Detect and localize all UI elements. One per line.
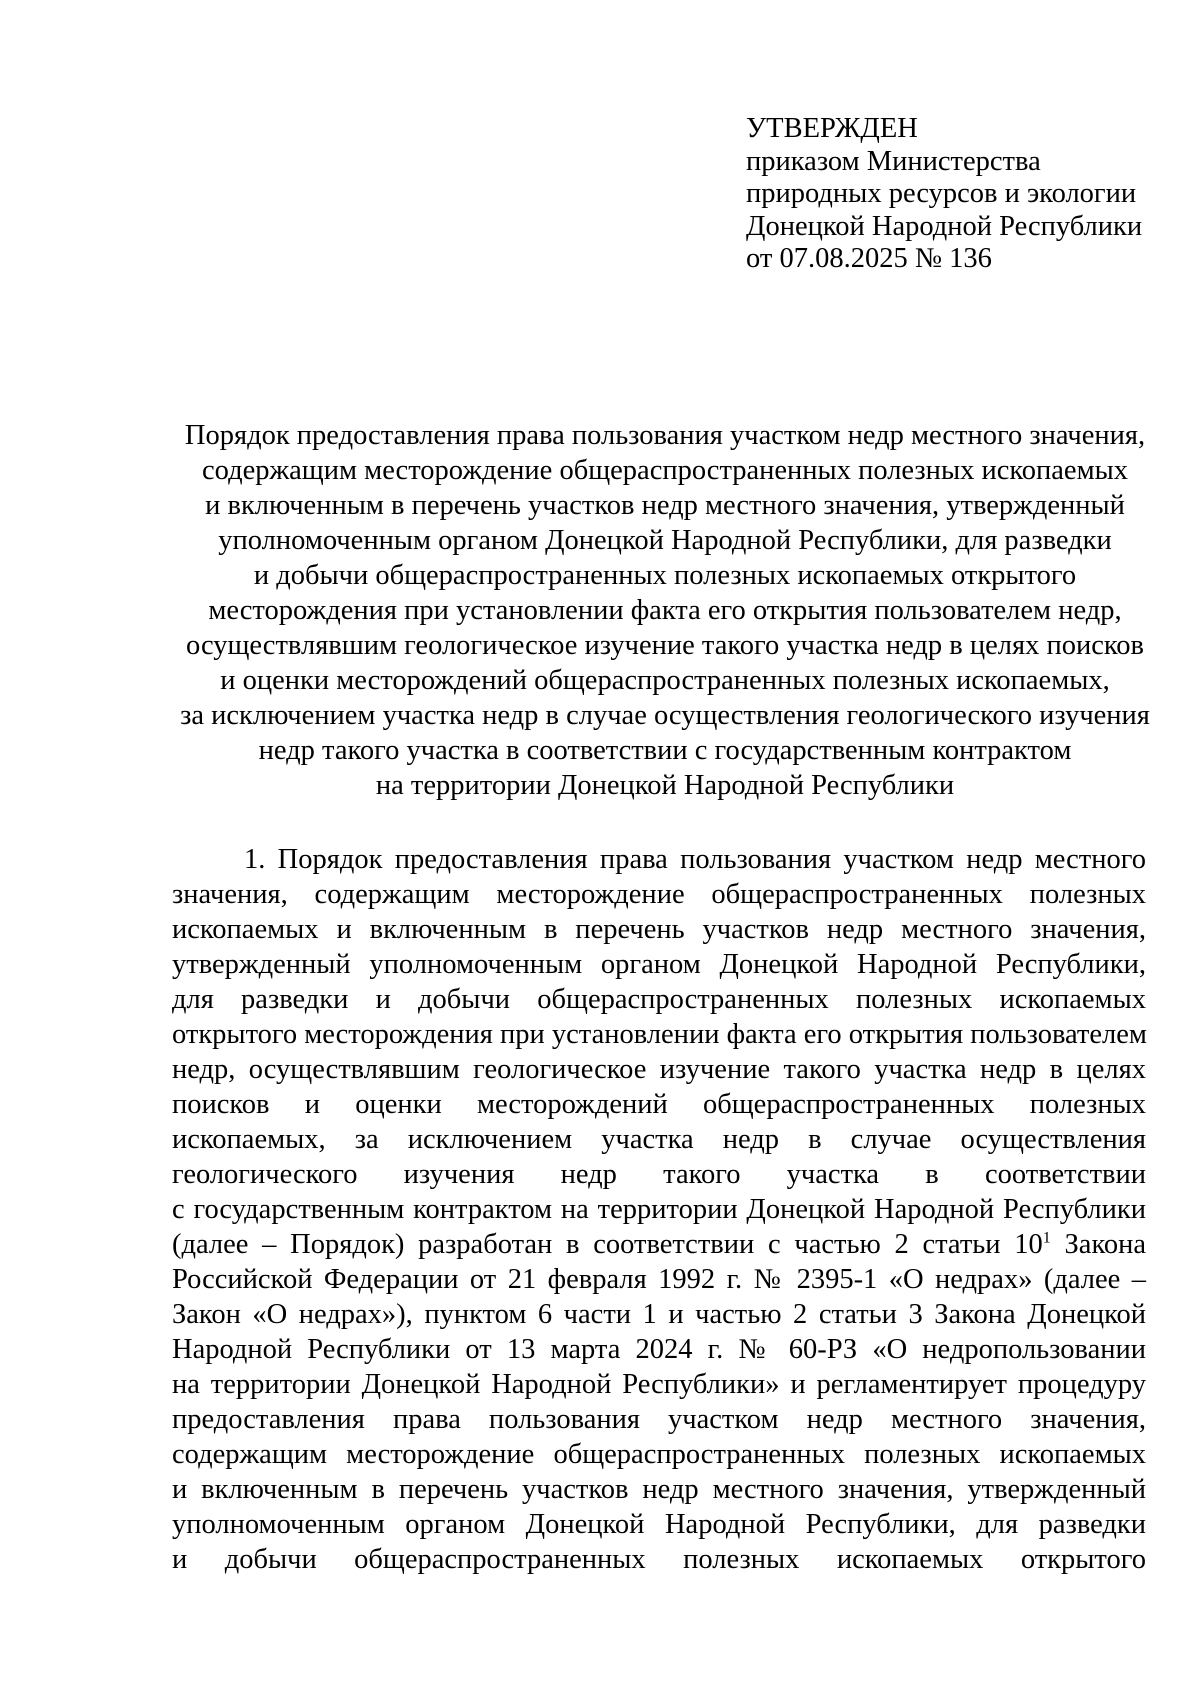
- body-line: предоставления права пользования участком недр местного значения,: [172, 1404, 1146, 1435]
- body-line: значения, содержащим месторождение общераспространенных полезных: [172, 879, 1146, 910]
- body-line: геологического изучения недр такого участка в соответствии: [172, 1159, 1146, 1190]
- paragraph-1: [172, 842, 1146, 1577]
- body-line: и включенным в перечень участков недр местного значения, утвержденный: [172, 1474, 1146, 1505]
- superscript-mark: 1: [1042, 1229, 1051, 1247]
- approval-line: Донецкой Народной Республики: [746, 210, 1143, 242]
- body-text-fragment: Закона: [1050, 1229, 1146, 1260]
- title-line: за исключением участка недр в случае осуществления геологического изучения: [180, 700, 1150, 731]
- approval-stamp: [746, 113, 1142, 276]
- body-text-fragment: (далее – Порядок) разработан в соответствии с частью 2 статьи 10: [172, 1229, 1043, 1260]
- body-line: открытого месторождения при установлении факта его открытия пользователем: [172, 1019, 1147, 1050]
- approval-line: природных ресурсов и экологии: [746, 178, 1137, 209]
- body-line: утвержденный уполномоченным органом Донецкой Народной Республики,: [172, 949, 1146, 980]
- title-line: и включенным в перечень участков недр местного значения, утвержденный: [205, 490, 1125, 521]
- approval-date-number: от 07.08.2025 № 136: [746, 243, 992, 274]
- body-line: Народной Республики от 13 марта 2024 г. № 60-РЗ «О недропользовании: [172, 1334, 1146, 1365]
- title-line: на территории Донецкой Народной Республики: [375, 770, 955, 801]
- document-title: [160, 418, 1170, 803]
- title-line: месторождения при установлении факта его открытия пользователем недр,: [208, 595, 1122, 626]
- body-line: ископаемых, за исключением участка недр в случае осуществления: [172, 1124, 1146, 1155]
- title-line: и оценки месторождений общераспространенных полезных ископаемых,: [220, 665, 1110, 696]
- body-line: недр, осуществлявшим геологическое изучение такого участка недр в целях: [172, 1054, 1146, 1085]
- body-line: с государственным контрактом на территории Донецкой Народной Республики: [172, 1194, 1146, 1225]
- title-line: уполномоченным органом Донецкой Народной Республики, для разведки: [218, 525, 1112, 556]
- body-line: и добычи общераспространенных полезных ископаемых открытого: [172, 1544, 1146, 1575]
- title-line: осуществлявшим геологическое изучение такого участка недр в целях поисков: [186, 630, 1144, 661]
- body-line: ископаемых и включенным в перечень участков недр местного значения,: [172, 914, 1146, 945]
- approval-heading: УТВЕРЖДЕН: [746, 113, 918, 144]
- body-line: Закон «О недрах»), пунктом 6 части 1 и частью 2 статьи 3 Закона Донецкой: [172, 1299, 1146, 1330]
- body-line: Российской Федерации от 21 февраля 1992 г. № 2395-1 «О недрах» (далее –: [172, 1264, 1146, 1295]
- body-line-with-superscript: [172, 1227, 1146, 1262]
- body-line: на территории Донецкой Народной Республики» и регламентирует процедуру: [172, 1369, 1146, 1400]
- body-line: для разведки и добычи общераспространенных полезных ископаемых: [172, 984, 1146, 1015]
- title-line: Порядок предоставления права пользования участком недр местного значения,: [184, 420, 1146, 451]
- body-line: 1. Порядок предоставления права пользования участком недр местного: [244, 844, 1146, 875]
- approval-line: приказом Министерства: [746, 145, 1041, 177]
- title-line: недр такого участка в соответствии с государственным контрактом: [258, 735, 1072, 766]
- title-line: и добычи общераспространенных полезных ископаемых открытого: [253, 560, 1077, 591]
- body-line: поисков и оценки месторождений общераспространенных полезных: [172, 1089, 1146, 1120]
- body-line: содержащим месторождение общераспространенных полезных ископаемых: [172, 1439, 1146, 1470]
- title-line: содержащим месторождение общераспространенных полезных ископаемых: [201, 455, 1128, 486]
- body-line: уполномоченным органом Донецкой Народной Республики, для разведки: [172, 1509, 1146, 1540]
